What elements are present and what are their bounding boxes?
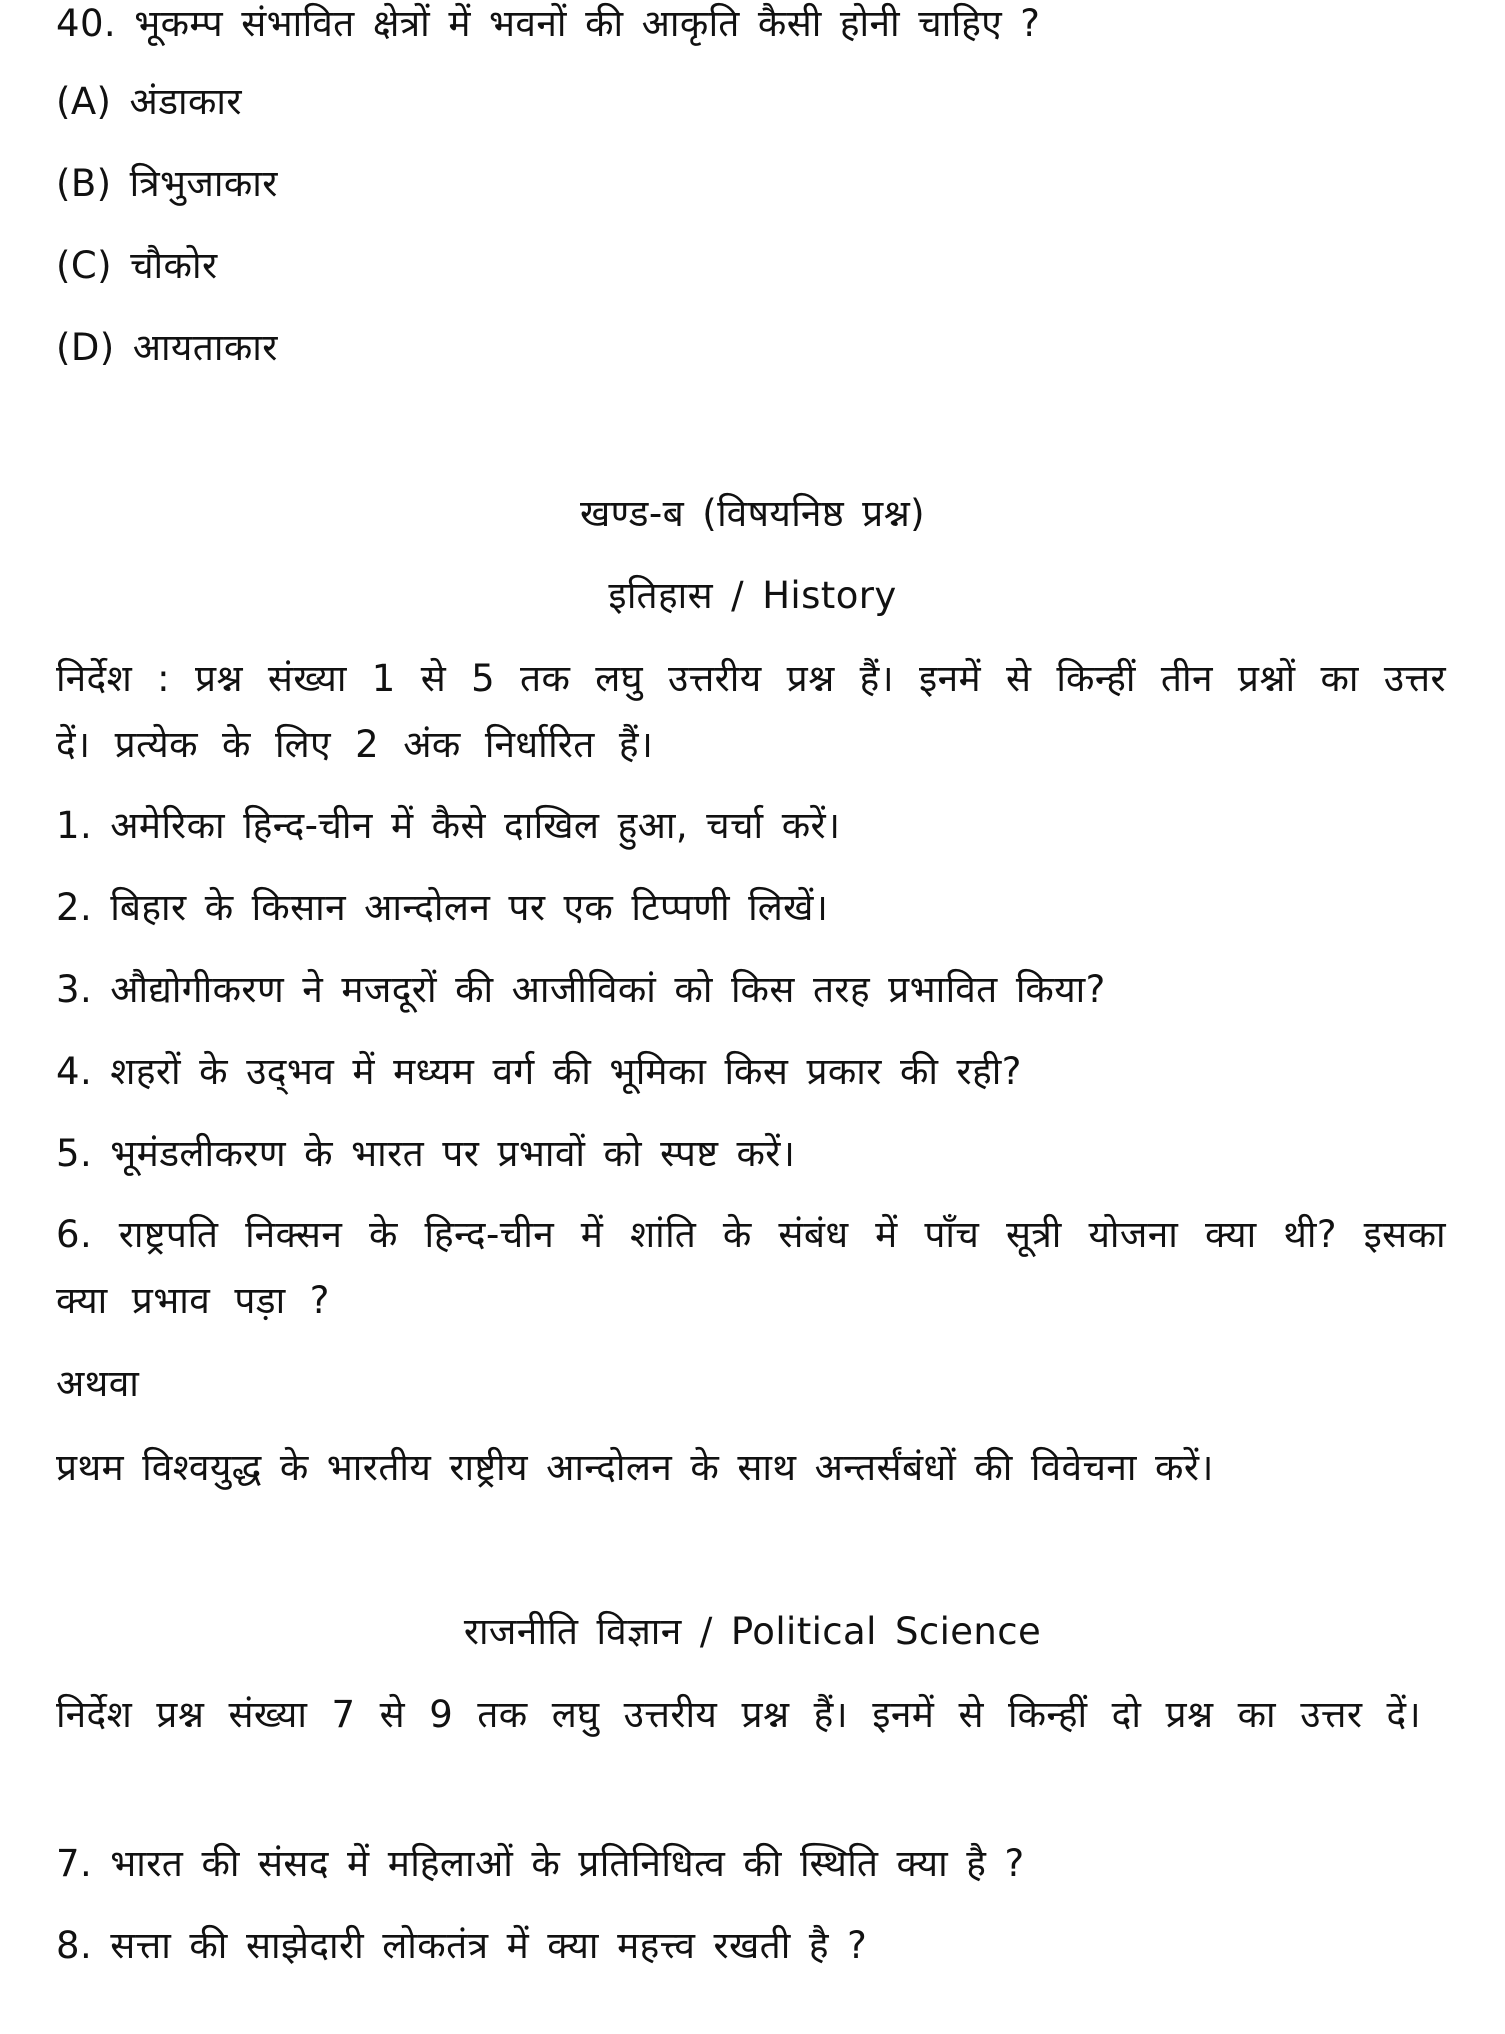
history-question-1: 1. अमेरिका हिन्द-चीन में कैसे दाखिल हुआ, चर्चा करें। <box>56 804 841 847</box>
history-instruction: निर्देश : प्रश्न संख्या 1 से 5 तक लघु उत्तरीय प्रश्न हैं। इनमें से किन्हीं तीन प्रश्नों का उत्तर दें। प्रत्येक के लिए 2 अंक निर्धारित हैं। <box>56 657 1446 766</box>
section-b-heading: खण्ड-ब (विषयनिष्ठ प्रश्न) <box>579 492 926 535</box>
history-question-3: 3. औद्योगीकरण ने मजदूरों की आजीविकां को किस तरह प्रभावित किया? <box>56 968 1106 1011</box>
or-label: अथवा <box>56 1362 140 1405</box>
question-40: 40. भूकम्प संभावित क्षेत्रों में भवनों की आकृति कैसी होनी चाहिए ? <box>56 2 1041 45</box>
history-question-6-alt: प्रथम विश्वयुद्ध के भारतीय राष्ट्रीय आन्दोलन के साथ अन्तर्संबंधों की विवेचना करें। <box>56 1446 1214 1489</box>
option-a: (A) अंडाकार <box>56 80 242 123</box>
option-b: (B) त्रिभुजाकार <box>56 162 278 205</box>
option-c: (C) चौकोर <box>56 244 218 287</box>
option-d: (D) आयताकार <box>56 326 278 369</box>
political-science-question-7: 7. भारत की संसद में महिलाओं के प्रतिनिधित्व की स्थिति क्या है ? <box>56 1842 1025 1885</box>
history-question-4: 4. शहरों के उद्‌भव में मध्यम वर्ग की भूमिका किस प्रकार की रही? <box>56 1050 1022 1093</box>
political-science-heading: राजनीति विज्ञान / Political Science <box>463 1610 1042 1653</box>
history-heading: इतिहास / History <box>608 574 897 617</box>
history-question-6: 6. राष्ट्रपति निक्सन के हिन्द-चीन में शांति के संबंध में पाँच सूत्री योजना क्या थी? इसका क्या प्रभाव पड़ा ? <box>56 1213 1446 1322</box>
political-science-question-8: 8. सत्ता की साझेदारी लोकतंत्र में क्या महत्त्व रखती है ? <box>56 1924 868 1967</box>
history-question-2: 2. बिहार के किसान आन्दोलन पर एक टिप्पणी लिखें। <box>56 886 829 929</box>
political-science-instruction: निर्देश प्रश्न संख्या 7 से 9 तक लघु उत्तरीय प्रश्न हैं। इनमें से किन्हीं दो प्रश्न का उत्तर दें। <box>56 1693 1422 1736</box>
history-question-5: 5. भूमंडलीकरण के भारत पर प्रभावों को स्पष्ट करें। <box>56 1132 796 1175</box>
